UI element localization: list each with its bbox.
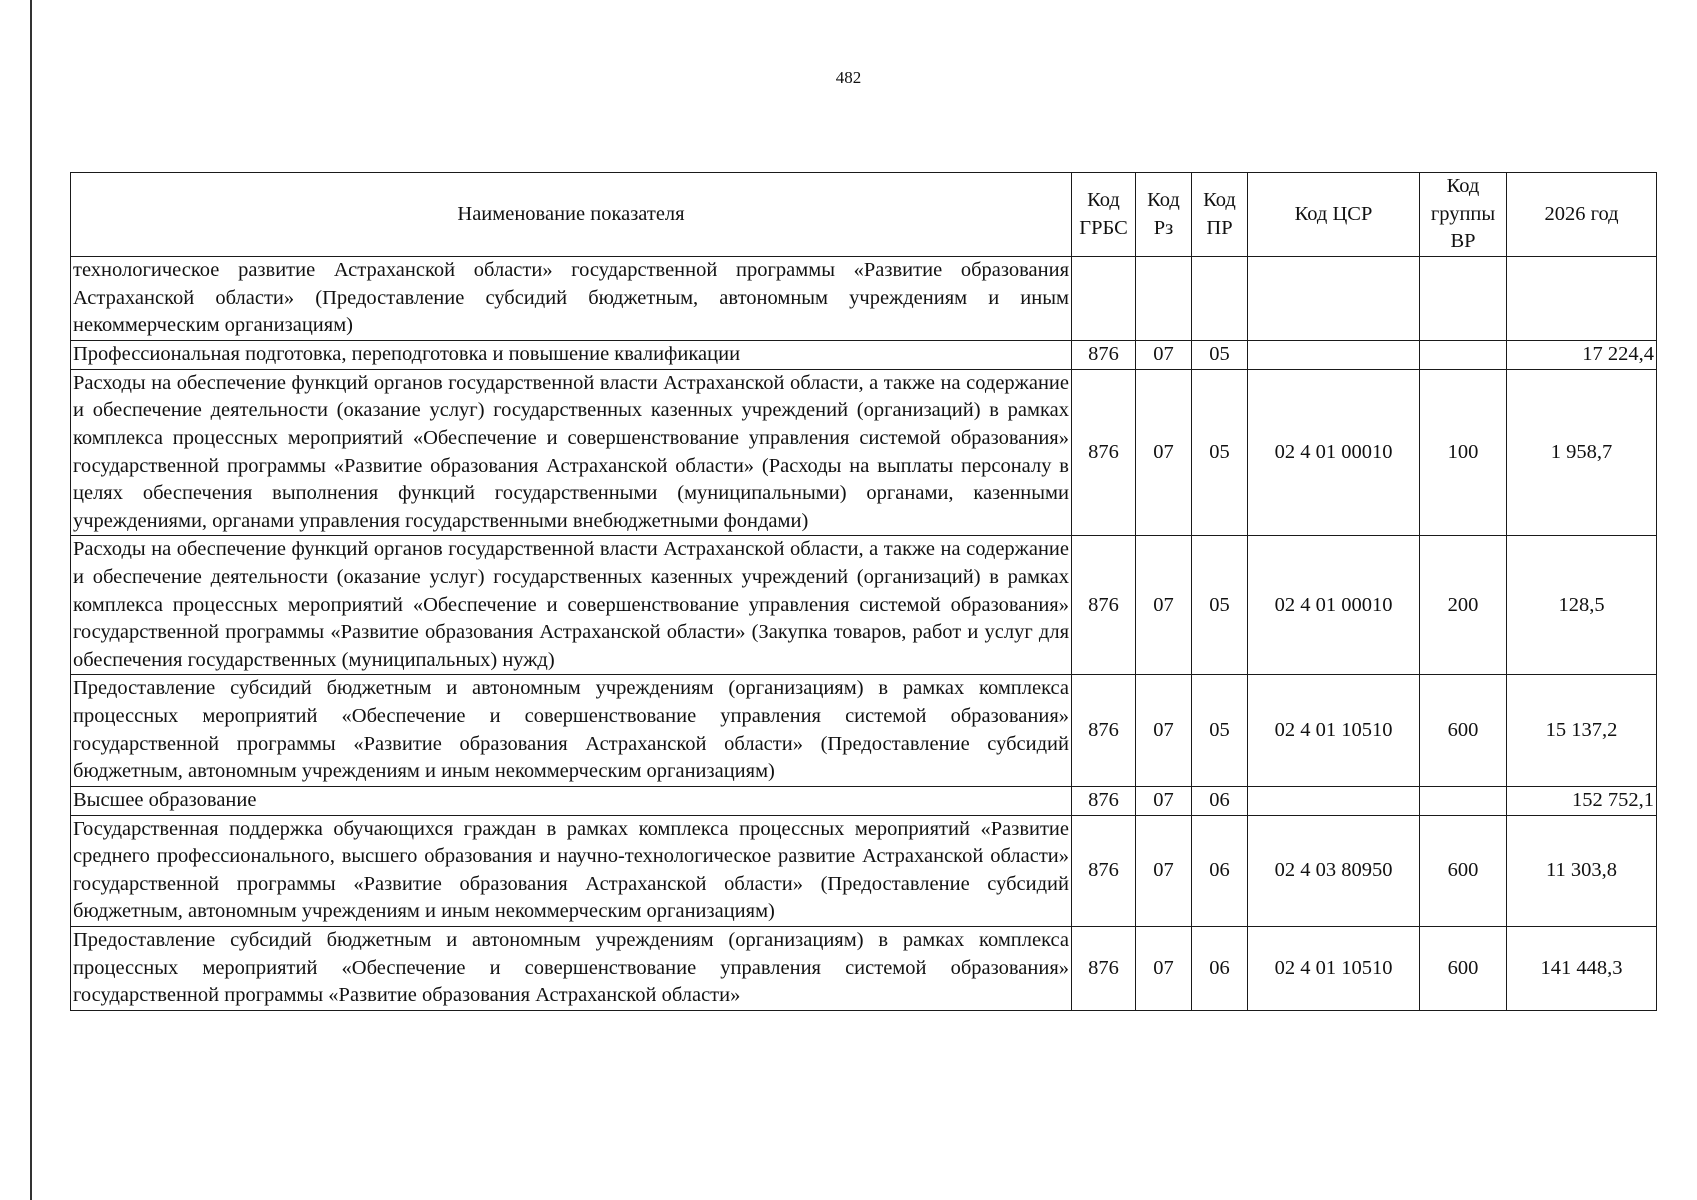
row-pr: 06	[1192, 927, 1248, 1011]
row-vr: 200	[1420, 536, 1507, 675]
row-csr: 02 4 01 10510	[1248, 675, 1420, 786]
row-pr: 05	[1192, 675, 1248, 786]
scan-edge-line	[30, 0, 32, 1200]
budget-table	[70, 172, 1657, 1011]
table-row	[71, 340, 1657, 369]
table-row	[71, 369, 1657, 536]
row-csr	[1248, 786, 1420, 815]
row-amount: 152 752,1	[1507, 786, 1657, 815]
row-grbs	[1072, 257, 1136, 341]
row-rz: 07	[1136, 786, 1192, 815]
header-year: 2026 год	[1507, 173, 1657, 257]
row-csr	[1248, 340, 1420, 369]
header-name: Наименование показателя	[71, 173, 1072, 257]
row-name: Расходы на обеспечение функций органов государственной власти Астраханской области, а также на содержание и обеспечение деятельности (оказание услуг) государственных казенных учреждений (организаций) в рамках комплекса процессных мероприятий «Обеспечение и совершенствование управления системой образования» государственной программы «Развитие образования Астраханской области» (Расходы на выплаты персоналу в целях обеспечения выполнения функций государственными (муниципальными) органами, казенными учреждениями, органами управления государственными внебюджетными фондами)	[71, 369, 1072, 536]
table-row	[71, 927, 1657, 1011]
header-pr: Код ПР	[1192, 173, 1248, 257]
row-pr: 05	[1192, 340, 1248, 369]
row-vr: 600	[1420, 927, 1507, 1011]
row-csr: 02 4 01 00010	[1248, 536, 1420, 675]
row-amount: 15 137,2	[1507, 675, 1657, 786]
table-row	[71, 786, 1657, 815]
page-number: 482	[835, 68, 862, 87]
row-pr: 06	[1192, 786, 1248, 815]
row-name: Предоставление субсидий бюджетным и автономным учреждениям (организациям) в рамках комплекса процессных мероприятий «Обеспечение и совершенствование управления системой образования» государственной программы «Развитие образования Астраханской области»	[71, 927, 1072, 1011]
row-pr: 05	[1192, 369, 1248, 536]
row-pr: 05	[1192, 536, 1248, 675]
row-rz	[1136, 257, 1192, 341]
row-amount	[1507, 257, 1657, 341]
table-header	[71, 173, 1657, 257]
row-rz: 07	[1136, 340, 1192, 369]
row-grbs: 876	[1072, 675, 1136, 786]
row-rz: 07	[1136, 369, 1192, 536]
row-grbs: 876	[1072, 340, 1136, 369]
table-body	[71, 257, 1657, 1011]
row-amount: 1 958,7	[1507, 369, 1657, 536]
table-row	[71, 257, 1657, 341]
header-vr: Код группы ВР	[1420, 173, 1507, 257]
table-row	[71, 675, 1657, 786]
row-vr: 600	[1420, 675, 1507, 786]
row-rz: 07	[1136, 927, 1192, 1011]
row-csr: 02 4 01 00010	[1248, 369, 1420, 536]
row-grbs: 876	[1072, 786, 1136, 815]
row-grbs: 876	[1072, 927, 1136, 1011]
row-grbs: 876	[1072, 536, 1136, 675]
row-amount: 128,5	[1507, 536, 1657, 675]
header-grbs: Код ГРБС	[1072, 173, 1136, 257]
row-grbs: 876	[1072, 815, 1136, 926]
header-row	[71, 173, 1657, 257]
header-csr: Код ЦСР	[1248, 173, 1420, 257]
row-name: Государственная поддержка обучающихся граждан в рамках комплекса процессных мероприятий «Развитие среднего профессионального, высшего образования и научно-технологическое развитие Астраханской области» государственной программы «Развитие образования Астраханской области» (Предоставление субсидий бюджетным, автономным учреждениям и иным некоммерческим организациям)	[71, 815, 1072, 926]
row-vr	[1420, 786, 1507, 815]
row-name: Высшее образование	[71, 786, 1072, 815]
header-rz: Код Рз	[1136, 173, 1192, 257]
row-amount: 11 303,8	[1507, 815, 1657, 926]
row-name: технологическое развитие Астраханской области» государственной программы «Развитие образования Астраханской области» (Предоставление субсидий бюджетным, автономным учреждениям и иным некоммерческим организациям)	[71, 257, 1072, 341]
row-rz: 07	[1136, 536, 1192, 675]
row-pr	[1192, 257, 1248, 341]
row-pr: 06	[1192, 815, 1248, 926]
row-csr	[1248, 257, 1420, 341]
row-vr	[1420, 257, 1507, 341]
row-vr: 600	[1420, 815, 1507, 926]
row-name: Расходы на обеспечение функций органов государственной власти Астраханской области, а также на содержание и обеспечение деятельности (оказание услуг) государственных казенных учреждений (организаций) в рамках комплекса процессных мероприятий «Обеспечение и совершенствование управления системой образования» государственной программы «Развитие образования Астраханской области» (Закупка товаров, работ и услуг для обеспечения государственных (муниципальных) нужд)	[71, 536, 1072, 675]
row-rz: 07	[1136, 675, 1192, 786]
table-row	[71, 536, 1657, 675]
row-csr: 02 4 01 10510	[1248, 927, 1420, 1011]
row-grbs: 876	[1072, 369, 1136, 536]
row-amount: 141 448,3	[1507, 927, 1657, 1011]
row-vr	[1420, 340, 1507, 369]
row-name: Предоставление субсидий бюджетным и автономным учреждениям (организациям) в рамках комплекса процессных мероприятий «Обеспечение и совершенствование управления системой образования» государственной программы «Развитие образования Астраханской области» (Предоставление субсидий бюджетным, автономным учреждениям и иным некоммерческим организациям)	[71, 675, 1072, 786]
table-row	[71, 815, 1657, 926]
row-vr: 100	[1420, 369, 1507, 536]
row-rz: 07	[1136, 815, 1192, 926]
row-csr: 02 4 03 80950	[1248, 815, 1420, 926]
row-amount: 17 224,4	[1507, 340, 1657, 369]
row-name: Профессиональная подготовка, переподготовка и повышение квалификации	[71, 340, 1072, 369]
